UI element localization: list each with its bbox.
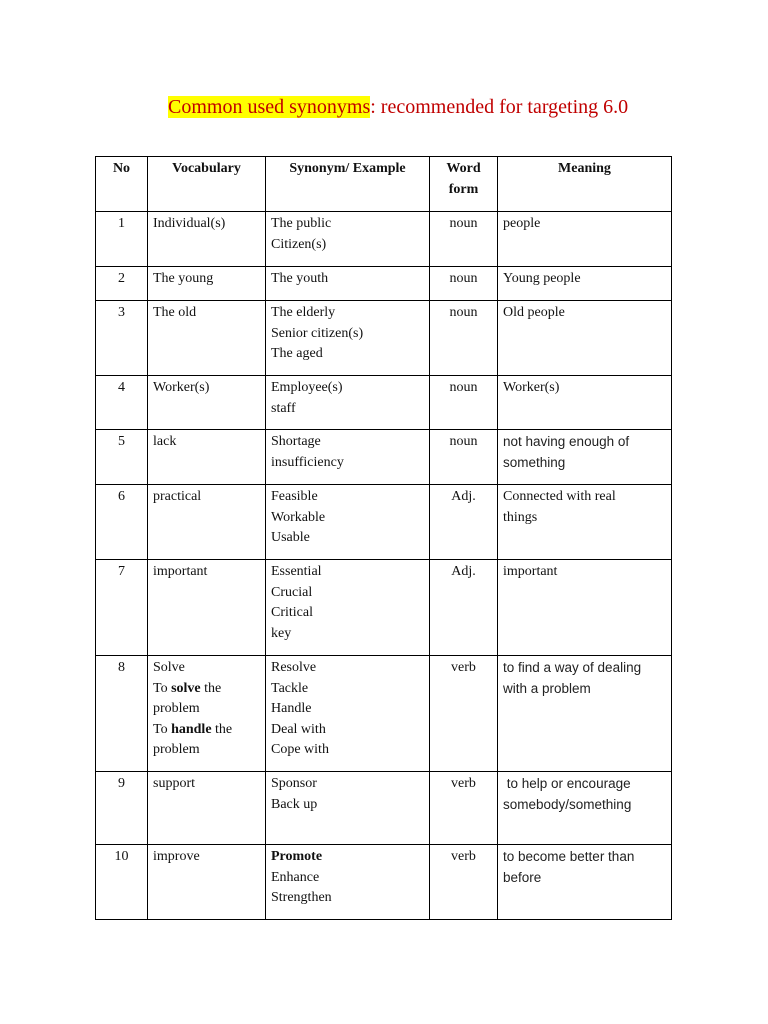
table-row <box>96 560 672 656</box>
word-form-cell: Adj. <box>430 560 498 656</box>
synonym-cell: Employee(s) staff <box>266 376 430 430</box>
vocabulary-cell: The young <box>148 267 266 301</box>
synonym-cell: Resolve Tackle Handle Deal with Cope with <box>266 656 430 772</box>
meaning-cell: to become better than before <box>498 845 672 920</box>
vocabulary-cell: practical <box>148 485 266 560</box>
word-form-cell: Adj. <box>430 485 498 560</box>
meaning-cell: people <box>498 212 672 267</box>
vocabulary-cell: Solve To solve the problem To handle the problem <box>148 656 266 772</box>
synonym-cell: Promote Enhance Strengthen <box>266 845 430 920</box>
word-form-cell: noun <box>430 430 498 485</box>
row-number: 3 <box>96 301 148 376</box>
header-synonym: Synonym/ Example <box>266 157 430 212</box>
row-number: 2 <box>96 267 148 301</box>
vocabulary-cell: support <box>148 772 266 845</box>
bold-word: handle <box>171 721 212 737</box>
header-meaning: Meaning <box>498 157 672 212</box>
row-number: 9 <box>96 772 148 845</box>
word-form-cell: verb <box>430 772 498 845</box>
meaning-cell: Worker(s) <box>498 376 672 430</box>
word-form-cell: verb <box>430 845 498 920</box>
table-row <box>96 267 672 301</box>
table-row <box>96 376 672 430</box>
vocabulary-cell: The old <box>148 301 266 376</box>
header-row <box>96 157 672 212</box>
header-no: No <box>96 157 148 212</box>
header-vocabulary: Vocabulary <box>148 157 266 212</box>
word-form-cell: noun <box>430 212 498 267</box>
row-number: 5 <box>96 430 148 485</box>
row-number: 1 <box>96 212 148 267</box>
row-number: 10 <box>96 845 148 920</box>
vocabulary-cell: improve <box>148 845 266 920</box>
table-row <box>96 656 672 772</box>
table-row <box>96 430 672 485</box>
bold-word: solve <box>171 680 201 696</box>
word-form-cell: verb <box>430 656 498 772</box>
row-number: 4 <box>96 376 148 430</box>
meaning-cell: not having enough of something <box>498 430 672 485</box>
row-number: 6 <box>96 485 148 560</box>
bold-word: Promote <box>271 849 323 864</box>
synonym-cell: The elderly Senior citizen(s) The aged <box>266 301 430 376</box>
vocabulary-cell: Worker(s) <box>148 376 266 430</box>
table-row <box>96 301 672 376</box>
vocabulary-cell: lack <box>148 430 266 485</box>
word-form-cell: noun <box>430 267 498 301</box>
row-number: 8 <box>96 656 148 772</box>
word-form-cell: noun <box>430 301 498 376</box>
document-title <box>168 94 628 120</box>
table-row <box>96 772 672 845</box>
word-form-cell: noun <box>430 376 498 430</box>
synonym-cell: Sponsor Back up <box>266 772 430 845</box>
meaning-cell: Connected with real things <box>498 485 672 560</box>
meaning-cell: important <box>498 560 672 656</box>
meaning-cell: Young people <box>498 267 672 301</box>
synonym-cell: Essential Crucial Critical key <box>266 560 430 656</box>
table-row <box>96 845 672 920</box>
vocabulary-cell: Individual(s) <box>148 212 266 267</box>
meaning-cell: Old people <box>498 301 672 376</box>
meaning-cell: to find a way of dealing with a problem <box>498 656 672 772</box>
table-row <box>96 485 672 560</box>
title-rest: : recommended for targeting 6.0 <box>370 96 629 118</box>
synonym-cell: Shortage insufficiency <box>266 430 430 485</box>
meaning-cell: to help or encourage somebody/something <box>498 772 672 845</box>
vocabulary-cell: important <box>148 560 266 656</box>
row-number: 7 <box>96 560 148 656</box>
synonym-cell: Feasible Workable Usable <box>266 485 430 560</box>
title-highlighted: Common used synonyms <box>168 96 371 118</box>
synonym-cell: The youth <box>266 267 430 301</box>
synonym-cell: The public Citizen(s) <box>266 212 430 267</box>
table-row <box>96 212 672 267</box>
header-word-form: Word form <box>430 157 498 212</box>
synonyms-table <box>95 156 672 920</box>
